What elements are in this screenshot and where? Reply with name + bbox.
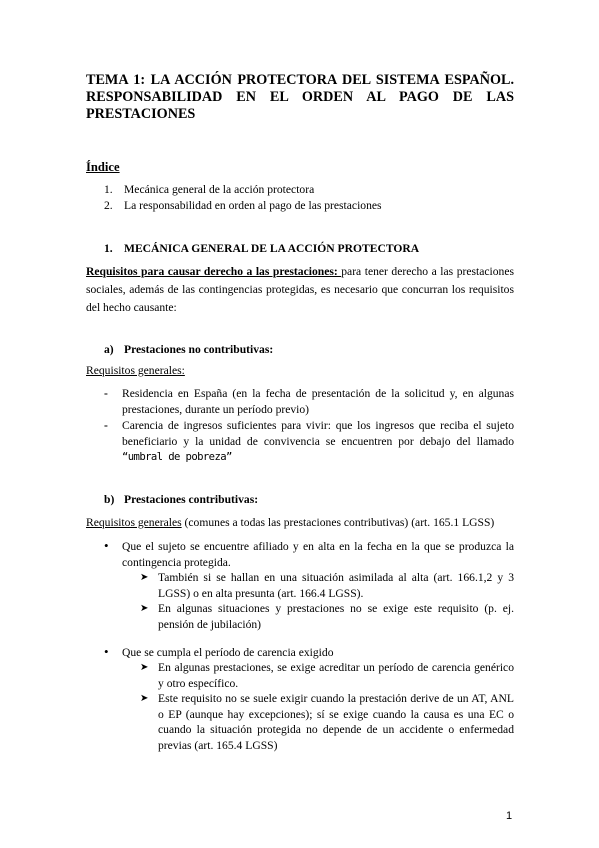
section-title: MECÁNICA GENERAL DE LA ACCIÓN PROTECTORA [124, 242, 420, 255]
page-number: 1 [506, 810, 513, 822]
document-title: TEMA 1: LA ACCIÓN PROTECTORA DEL SISTEMA ESPAÑOL. RESPONSABILIDAD EN EL ORDEN AL PAGO DE LAS PRESTACIONES [86, 72, 514, 122]
arrow-marker-icon: ➤ [140, 662, 149, 673]
subsection-title: Prestaciones no contributivas: [124, 343, 274, 356]
index-item-text: Mecánica general de la acción protectora [124, 183, 315, 196]
sub-bullet-text: En algunas prestaciones, se exige acreditar un período de carencia genérico y otro específico. [158, 661, 514, 690]
index-item [104, 182, 314, 198]
sub-bullet-item [140, 570, 514, 601]
bullet-item-text: Que el sujeto se encuentre afiliado y en alta en la fecha en la que se produzca la contingencia protegida. [122, 540, 514, 569]
sub-bullet-item [140, 601, 514, 632]
arrow-marker-icon: ➤ [140, 693, 149, 704]
intro-text: para tener derecho a las prestaciones sociales, además de las contingencias protegidas, es necesario que concurran los requisitos del hecho causante: [86, 265, 514, 314]
index-heading: Índice [86, 160, 120, 174]
requirements-label: Requisitos generales [86, 516, 182, 529]
list-item-text: Residencia en España (en la fecha de presentación de la solicitud y, en algunas prestaciones, durante un período previo) [122, 387, 514, 416]
bullet-item-text: Que se cumpla el período de carencia exigido [122, 646, 334, 659]
sub-bullet-text: También si se hallan en una situación asimilada al alta (art. 166.1,2 y 3 LGSS) o en alta presunta (art. 166.4 LGSS). [158, 571, 514, 600]
contributive-requirements-line [86, 516, 494, 529]
dash-marker: - [104, 419, 108, 432]
sub-bullet-text: Este requisito no se suele exigir cuando la prestación derive de un AT, ANL o EP (aunque hay excepciones); sí se exige cuando la causa es una EC o cuando la situación protegida no depende de un accidente o enfermedad previas (art. 165.4 LGSS) [158, 692, 514, 752]
list-item [104, 386, 514, 417]
subsection-label: b) [104, 493, 115, 506]
section-intro-paragraph [86, 263, 514, 317]
index-item [104, 198, 382, 214]
dash-marker: - [104, 387, 108, 400]
bullet-marker: • [104, 538, 109, 553]
index-item-text: La responsabilidad en orden al pago de las prestaciones [124, 199, 382, 212]
intro-label: Requisitos para causar derecho a las prestaciones: [86, 265, 342, 278]
subsection-title: Prestaciones contributivas: [124, 493, 259, 506]
arrow-marker-icon: ➤ [140, 603, 149, 614]
list-item-text: Carencia de ingresos suficientes para vivir: que los ingresos que reciba el sujeto beneficiario y la unidad de convivencia se encuentren por debajo del llamado [122, 419, 514, 448]
section-heading [104, 242, 419, 255]
section-number: 1. [104, 242, 113, 255]
sub-bullet-item [140, 660, 514, 691]
list-item [104, 418, 514, 466]
poverty-threshold-quote: “umbral de pobreza” [122, 451, 232, 463]
subsection-heading-a [104, 343, 273, 356]
sub-bullet-item [140, 691, 514, 753]
bullet-item [104, 645, 514, 661]
requirements-note: (comunes a todas las prestaciones contributivas) (art. 165.1 LGSS) [181, 516, 495, 529]
subsection-heading-b [104, 493, 258, 506]
bullet-marker: • [104, 644, 109, 659]
requirements-label: Requisitos generales: [86, 364, 185, 377]
index-item-number: 2. [104, 199, 113, 212]
index-item-number: 1. [104, 183, 113, 196]
subsection-label: a) [104, 343, 114, 356]
sub-bullet-text: En algunas situaciones y prestaciones no se exige este requisito (p. ej. pensión de jubilación) [158, 602, 514, 631]
bullet-item [104, 539, 514, 570]
arrow-marker-icon: ➤ [140, 572, 149, 583]
